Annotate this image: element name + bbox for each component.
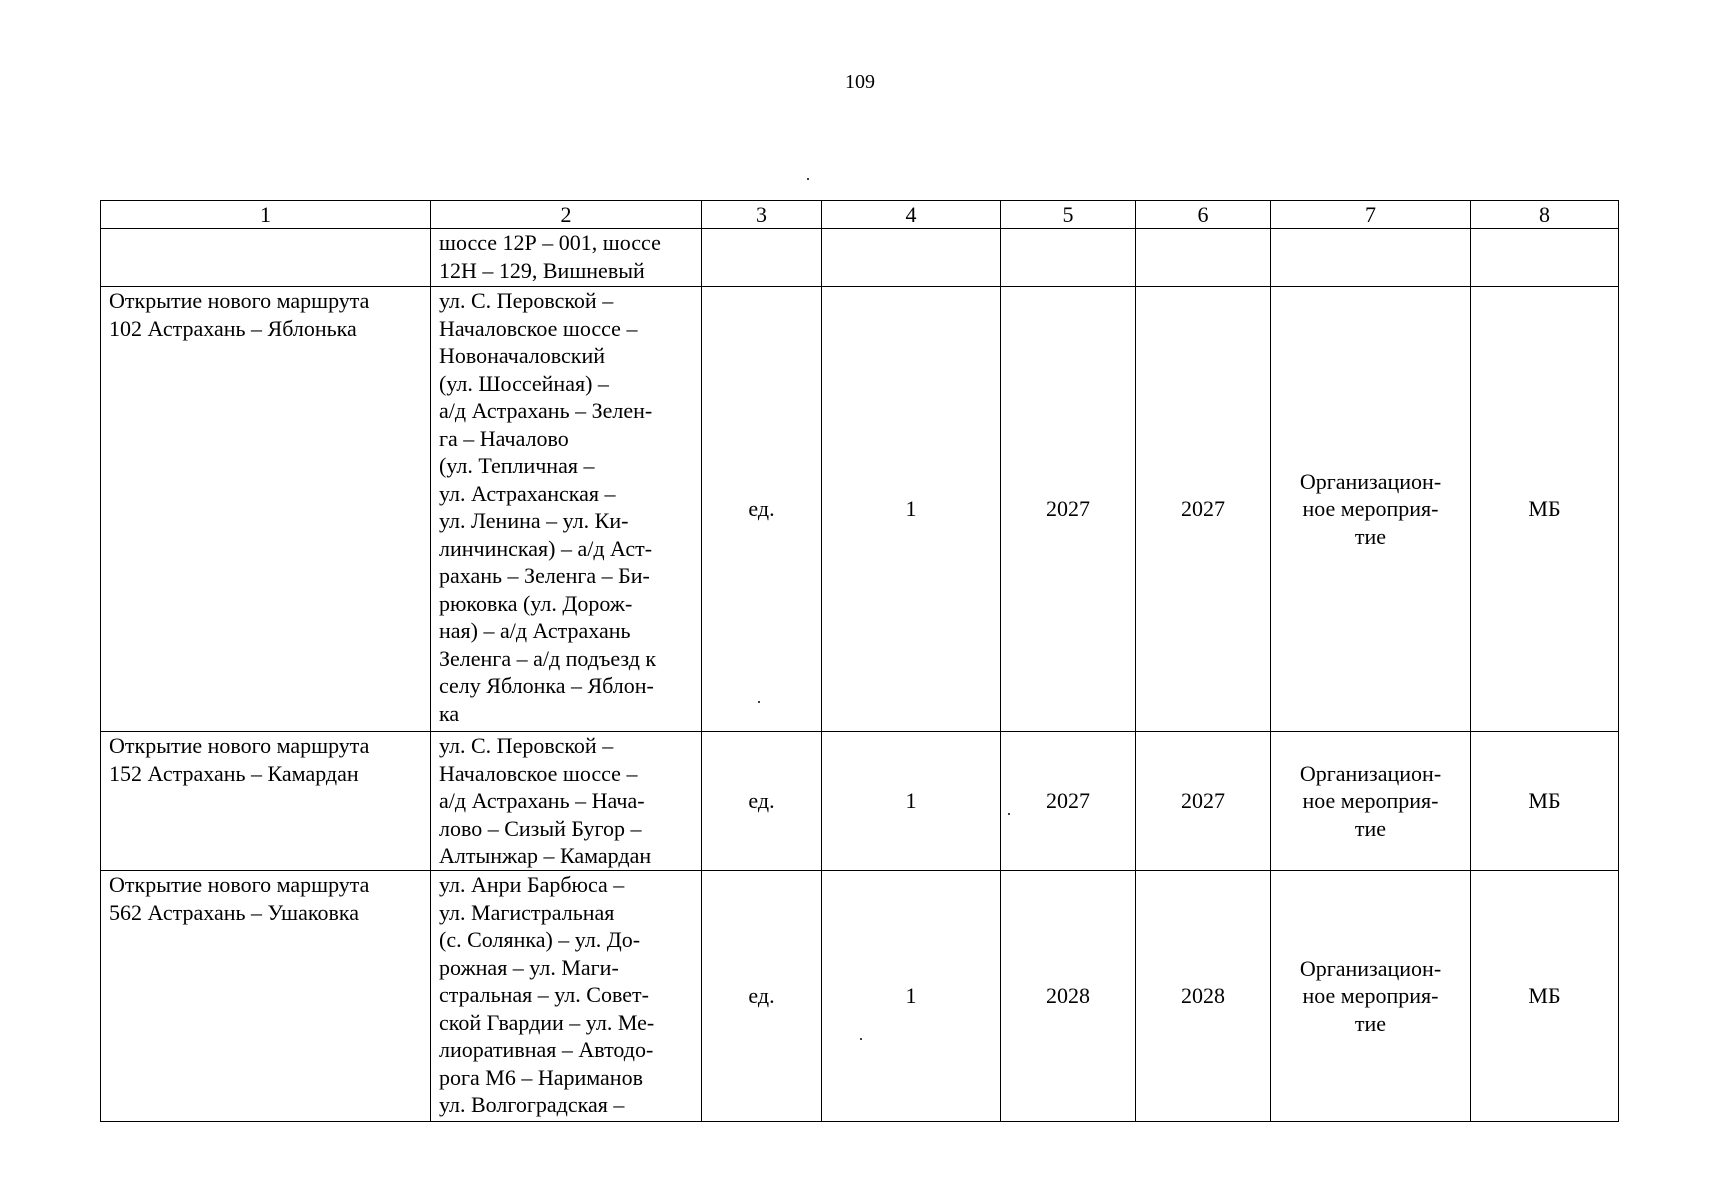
quantity-cell: 1 <box>822 287 1001 732</box>
route-cell <box>431 287 702 732</box>
activity-cell <box>101 229 431 287</box>
column-header: 6 <box>1136 201 1271 229</box>
route-cell-line: (ул. Тепличная – <box>439 453 595 478</box>
funding-source-cell: МБ <box>1471 871 1619 1122</box>
unit-cell <box>702 229 822 287</box>
end-year-cell: 2027 <box>1136 287 1271 732</box>
route-cell-line: лиоративная – Автодо- <box>439 1037 654 1062</box>
column-header: 5 <box>1001 201 1136 229</box>
route-cell-line: рожная – ул. Маги- <box>439 954 619 980</box>
activity-cell-line: Открытие нового маршрута <box>109 733 370 758</box>
route-cell-line: линчинская) – а/д Аст- <box>439 535 653 561</box>
route-cell-line: ской Гвардии – ул. Ме- <box>439 1009 655 1035</box>
event-type-cell-line: тие <box>1354 815 1387 841</box>
event-type-cell-line: Организацион- <box>1299 468 1442 494</box>
activity-cell-line: 562 Астрахань – Ушаковка <box>109 899 359 925</box>
route-cell-line: а/д Астрахань – Нача- <box>439 788 645 813</box>
table-body <box>101 201 1619 1122</box>
column-header: 7 <box>1271 201 1471 229</box>
route-cell-line: стральная – ул. Совет- <box>439 982 649 1007</box>
unit-cell: ед. <box>702 287 822 732</box>
route-cell <box>431 229 702 287</box>
start-year-cell <box>1001 229 1136 287</box>
activity-cell-line: Открытие нового маршрута <box>109 288 370 313</box>
end-year-cell: 2027 <box>1136 732 1271 871</box>
route-cell-line: Алтынжар – Камардан <box>439 843 652 868</box>
route-cell-line: рюковка (ул. Дорож- <box>439 590 633 616</box>
route-cell-line: Новоначаловский <box>439 343 606 368</box>
funding-source-cell: МБ <box>1471 732 1619 871</box>
page-number: 109 <box>845 71 875 93</box>
unit-cell: ед. <box>702 871 822 1122</box>
activity-cell <box>101 732 431 871</box>
route-cell <box>431 871 702 1122</box>
event-type-cell-line: тие <box>1354 1010 1387 1036</box>
route-cell-line: ка <box>439 700 460 726</box>
route-cell-line: Началовское шоссе – <box>439 315 638 341</box>
quantity-cell <box>822 229 1001 287</box>
start-year-cell: 2028 <box>1001 871 1136 1122</box>
activity-cell-line: 102 Астрахань – Яблонька <box>109 315 357 341</box>
event-type-cell-line: ное мероприя- <box>1302 983 1439 1009</box>
activity-cell <box>101 287 431 732</box>
route-cell-line: селу Яблонка – Яблон- <box>439 673 654 698</box>
route-cell-line: га – Началово <box>439 425 569 451</box>
event-type-cell <box>1271 871 1471 1122</box>
route-cell-line: а/д Астрахань – Зелен- <box>439 398 653 423</box>
route-cell-line: (с. Солянка) – ул. До- <box>439 927 641 952</box>
column-header: 1 <box>101 201 431 229</box>
table-row <box>101 229 1619 287</box>
data-table <box>100 200 1619 1122</box>
route-cell-line: (ул. Шоссейная) – <box>439 370 609 396</box>
route-cell-line: ул. Магистральная <box>439 899 615 925</box>
route-cell-line: лово – Сизый Бугор – <box>439 815 642 841</box>
column-header: 2 <box>431 201 702 229</box>
route-cell-line: Началовское шоссе – <box>439 760 638 786</box>
unit-cell: ед. <box>702 732 822 871</box>
route-cell <box>431 732 702 871</box>
event-type-cell-line: ное мероприя- <box>1302 788 1439 814</box>
activity-cell-line: 152 Астрахань – Камардан <box>109 760 359 786</box>
table-row <box>101 287 1619 732</box>
activity-cell <box>101 871 431 1122</box>
funding-source-cell: МБ <box>1471 287 1619 732</box>
route-cell-line: ул. Волгоградская – <box>439 1092 625 1117</box>
event-type-cell <box>1271 287 1471 732</box>
funding-source-cell <box>1471 229 1619 287</box>
start-year-cell: 2027 <box>1001 287 1136 732</box>
activity-cell-line: Открытие нового маршрута <box>109 872 370 897</box>
event-type-cell-line: Организацион- <box>1299 760 1442 786</box>
event-type-cell-line: Организацион- <box>1299 955 1442 981</box>
column-header: 8 <box>1471 201 1619 229</box>
header-row <box>101 201 1619 229</box>
end-year-cell: 2028 <box>1136 871 1271 1122</box>
event-type-cell <box>1271 732 1471 871</box>
column-header: 3 <box>702 201 822 229</box>
route-cell-line: Зеленга – а/д подъезд к <box>439 645 657 671</box>
table-row <box>101 732 1619 871</box>
scan-speck <box>807 178 809 180</box>
route-cell-line: ная) – а/д Астрахань <box>439 618 631 643</box>
quantity-cell: 1 <box>822 871 1001 1122</box>
route-cell-line: рога М6 – Нариманов <box>439 1064 643 1090</box>
route-cell-line: ул. Астраханская – <box>439 480 616 506</box>
event-type-cell-line: ное мероприя- <box>1302 496 1439 522</box>
route-cell-line: ул. С. Перовской – <box>439 733 614 758</box>
event-type-cell <box>1271 229 1471 287</box>
route-cell-line: рахань – Зеленга – Би- <box>439 563 650 588</box>
quantity-cell: 1 <box>822 732 1001 871</box>
route-cell-line: шоссе 12Р – 001, шоссе <box>439 230 661 255</box>
table-row <box>101 871 1619 1122</box>
event-type-cell-line: тие <box>1354 523 1387 549</box>
end-year-cell <box>1136 229 1271 287</box>
route-cell-line: ул. Анри Барбюса – <box>439 872 625 897</box>
route-cell-line: ул. С. Перовской – <box>439 288 614 313</box>
route-cell-line: ул. Ленина – ул. Ки- <box>439 508 629 533</box>
route-cell-line: 12Н – 129, Вишневый <box>439 257 645 283</box>
column-header: 4 <box>822 201 1001 229</box>
start-year-cell: 2027 <box>1001 732 1136 871</box>
